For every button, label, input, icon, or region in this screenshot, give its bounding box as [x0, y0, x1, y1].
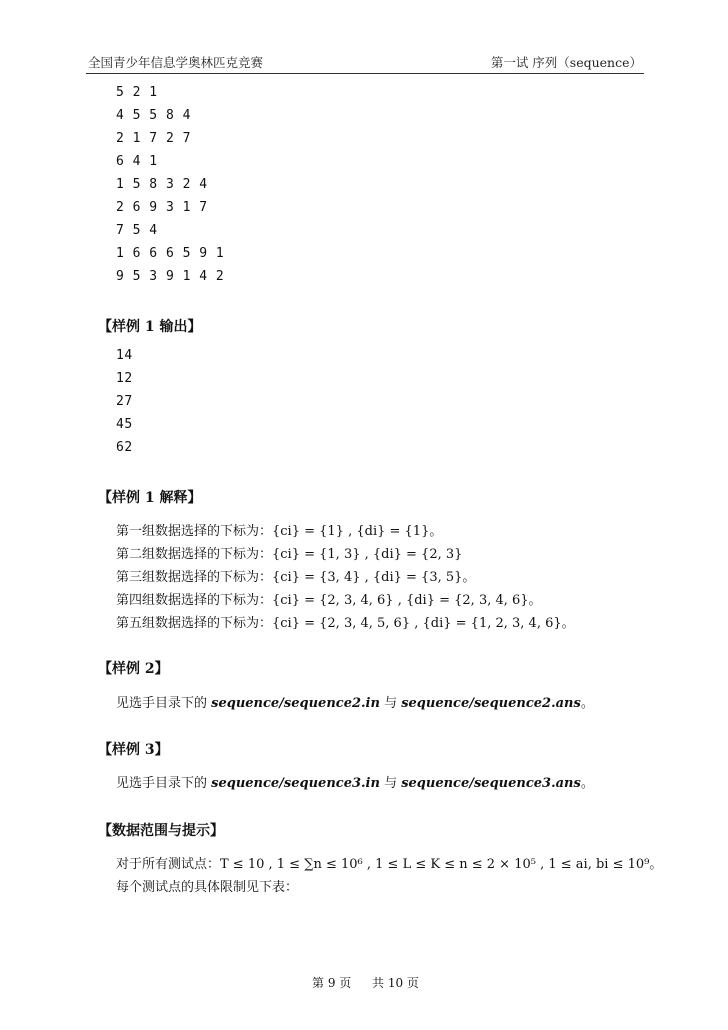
- sample2-prefix: 见选手目录下的: [116, 696, 212, 711]
- input-line: 2 1 7 2 7: [116, 131, 191, 146]
- output-line: 62: [116, 440, 133, 455]
- sample3-suffix: 。: [580, 776, 594, 791]
- input-line: 1 6 6 6 5 9 1: [116, 246, 225, 261]
- sample2-suffix: 。: [580, 696, 594, 711]
- explain-line: 第四组数据选择的下标为：{ci} = {2, 3, 4, 6} , {di} = {2, 3, 4, 6}。: [116, 593, 542, 608]
- sample3-text: [116, 772, 594, 791]
- sample3-file-ans: sequence/sequence3.ans: [401, 776, 581, 791]
- explain-line: 第三组数据选择的下标为：{ci} = {3, 4} , {di} = {3, 5}。: [116, 570, 476, 585]
- explain-line: 第二组数据选择的下标为：{ci} = {1, 3} , {di} = {2, 3}: [116, 547, 463, 562]
- input-line: 5 2 1: [116, 85, 158, 100]
- sample2-file-in: sequence/sequence2.in: [211, 696, 380, 711]
- constraints-line: 每个测试点的具体限制见下表：: [116, 880, 299, 895]
- sample2-file-ans: sequence/sequence2.ans: [401, 696, 581, 711]
- explain-line: 第一组数据选择的下标为：{ci} = {1} , {di} = {1}。: [116, 524, 443, 539]
- input-line: 2 6 9 3 1 7: [116, 200, 208, 215]
- sample3-heading: 【样例 3】: [98, 742, 169, 758]
- sample3-mid: 与: [379, 776, 402, 791]
- sample3-prefix: 见选手目录下的: [116, 776, 212, 791]
- constraints-line: 对于所有测试点：T ≤ 10 , 1 ≤ ∑n ≤ 10⁶ , 1 ≤ L ≤ K ≤ n ≤ 2 × 10⁵ , 1 ≤ ai, bi ≤ 10⁹。: [116, 857, 663, 872]
- output-line: 45: [116, 417, 133, 432]
- header-right-title: 第一试 序列（sequence）: [490, 55, 642, 70]
- footer-total-pages: 共 10 页: [372, 976, 419, 990]
- sample2-mid: 与: [379, 696, 402, 711]
- explain-line: 第五组数据选择的下标为：{ci} = {2, 3, 4, 5, 6} , {di} = {1, 2, 3, 4, 6}。: [116, 616, 575, 631]
- input-line: 4 5 5 8 4: [116, 108, 191, 123]
- sample1-explain-heading: 【样例 1 解释】: [98, 490, 202, 506]
- sample1-output-heading: 【样例 1 输出】: [98, 319, 202, 335]
- input-line: 9 5 3 9 1 4 2: [116, 269, 225, 284]
- header-left-title: 全国青少年信息学奥林匹克竞赛: [88, 55, 264, 70]
- sample2-text: [116, 692, 594, 711]
- input-line: 6 4 1: [116, 154, 158, 169]
- sample2-heading: 【样例 2】: [98, 661, 169, 677]
- header-rule: [86, 73, 644, 74]
- input-line: 7 5 4: [116, 223, 158, 238]
- input-line: 1 5 8 3 2 4: [116, 177, 208, 192]
- footer-page-number: 第 9 页: [312, 976, 352, 990]
- constraints-heading: 【数据范围与提示】: [98, 823, 224, 839]
- output-line: 27: [116, 394, 133, 409]
- output-line: 14: [116, 348, 133, 363]
- sample3-file-in: sequence/sequence3.in: [211, 776, 380, 791]
- output-line: 12: [116, 371, 133, 386]
